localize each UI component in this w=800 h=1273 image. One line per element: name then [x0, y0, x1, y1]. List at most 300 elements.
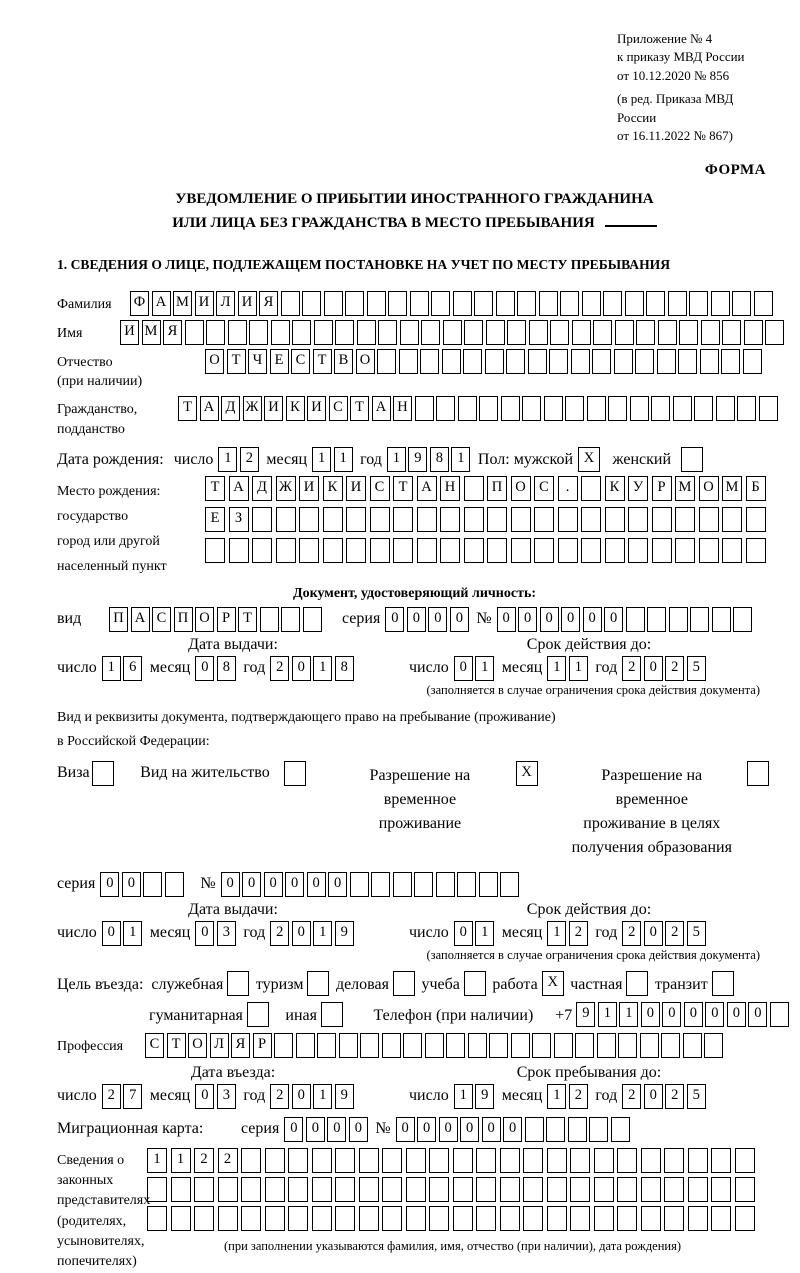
birth-place-cell[interactable]: И [346, 476, 366, 501]
birth-place-cell[interactable] [323, 507, 343, 532]
representatives-cell[interactable] [547, 1177, 567, 1202]
residence-number-cell[interactable] [457, 872, 476, 897]
stay-year-cell[interactable]: 0 [644, 1084, 663, 1109]
residence-valid-month-cell[interactable]: 2 [569, 921, 588, 946]
birth-place-cell[interactable]: Р [652, 476, 672, 501]
residence-valid-year-cell[interactable]: 2 [665, 921, 684, 946]
residence-valid-year-cell[interactable]: 2 [622, 921, 641, 946]
representatives-cell[interactable] [312, 1148, 332, 1173]
birth-place-cell[interactable] [299, 538, 319, 563]
representatives-cell[interactable] [171, 1177, 191, 1202]
surname-cell[interactable] [539, 291, 558, 316]
migration-number-cell[interactable] [589, 1117, 608, 1142]
residence-issue-year-cell[interactable]: 0 [292, 921, 311, 946]
birth-place-cell[interactable] [252, 507, 272, 532]
birth-year-cell[interactable]: 9 [408, 447, 427, 472]
purpose-business-checkbox-cell[interactable] [393, 971, 415, 996]
citizenship-cell[interactable] [522, 396, 541, 421]
birth-place-cell[interactable]: Е [205, 507, 225, 532]
patronymic-cell[interactable]: Т [227, 349, 246, 374]
surname-cell[interactable]: И [195, 291, 214, 316]
birth-place-cell[interactable] [581, 476, 601, 501]
stay-month-cell[interactable]: 2 [569, 1084, 588, 1109]
migration-number-cell[interactable] [611, 1117, 630, 1142]
surname-cell[interactable]: Л [216, 291, 235, 316]
birth-place-cell[interactable] [440, 507, 460, 532]
doc-series-cell[interactable]: 0 [450, 607, 469, 632]
surname-cell[interactable] [625, 291, 644, 316]
patronymic-cell[interactable]: О [356, 349, 375, 374]
profession-cell[interactable]: О [188, 1033, 207, 1058]
residence-number-cell[interactable] [371, 872, 390, 897]
migration-number-cell[interactable]: 0 [460, 1117, 479, 1142]
surname-cell[interactable] [453, 291, 472, 316]
visa-checkbox-cell[interactable] [92, 761, 114, 786]
doc-number-cell[interactable] [690, 607, 709, 632]
citizenship-cell[interactable] [608, 396, 627, 421]
representatives-cell[interactable] [594, 1177, 614, 1202]
patronymic-cell[interactable] [700, 349, 719, 374]
citizenship-cell[interactable]: И [307, 396, 326, 421]
birth-place-cell[interactable] [229, 538, 249, 563]
representatives-cell[interactable]: 1 [147, 1148, 167, 1173]
birth-place-cell[interactable]: М [675, 476, 695, 501]
residence-number-cell[interactable]: 0 [307, 872, 326, 897]
profession-cell[interactable] [618, 1033, 637, 1058]
given-name-cell[interactable]: Я [163, 320, 182, 345]
migration-number-cell[interactable]: 0 [503, 1117, 522, 1142]
citizenship-cell[interactable]: А [372, 396, 391, 421]
migration-number-cell[interactable]: 0 [439, 1117, 458, 1142]
representatives-cell[interactable] [711, 1148, 731, 1173]
birth-place-cell[interactable]: С [534, 476, 554, 501]
given-name-cell[interactable] [292, 320, 311, 345]
profession-cell[interactable] [339, 1033, 358, 1058]
doc-number-cell[interactable] [733, 607, 752, 632]
surname-cell[interactable] [367, 291, 386, 316]
profession-cell[interactable]: Я [231, 1033, 250, 1058]
birth-place-cell[interactable] [675, 507, 695, 532]
residence-number-cell[interactable] [500, 872, 519, 897]
phone-cell[interactable]: 0 [641, 1002, 660, 1027]
profession-cell[interactable]: Р [253, 1033, 272, 1058]
representatives-cell[interactable] [641, 1177, 661, 1202]
given-name-cell[interactable] [378, 320, 397, 345]
representatives-cell[interactable] [594, 1206, 614, 1231]
residence-valid-month-cell[interactable]: 1 [547, 921, 566, 946]
surname-cell[interactable] [345, 291, 364, 316]
representatives-cell[interactable] [265, 1206, 285, 1231]
profession-cell[interactable] [683, 1033, 702, 1058]
patronymic-cell[interactable] [743, 349, 762, 374]
representatives-cell[interactable] [288, 1177, 308, 1202]
migration-number-cell[interactable] [568, 1117, 587, 1142]
patronymic-cell[interactable] [463, 349, 482, 374]
patronymic-cell[interactable] [528, 349, 547, 374]
birth-place-cell[interactable] [323, 538, 343, 563]
stay-year-cell[interactable]: 2 [665, 1084, 684, 1109]
representatives-cell[interactable] [288, 1206, 308, 1231]
purpose-other-checkbox-cell[interactable] [321, 1002, 343, 1027]
citizenship-cell[interactable]: Т [178, 396, 197, 421]
profession-cell[interactable] [468, 1033, 487, 1058]
migration-series-cell[interactable]: 0 [306, 1117, 325, 1142]
representatives-cell[interactable] [406, 1148, 426, 1173]
profession-cell[interactable]: Л [210, 1033, 229, 1058]
residence-valid-day-cell[interactable]: 0 [454, 921, 473, 946]
doc-kind-cell[interactable]: Р [217, 607, 236, 632]
doc-kind-cell[interactable] [260, 607, 279, 632]
representatives-cell[interactable]: 1 [171, 1148, 191, 1173]
identity-issue-year-cell[interactable]: 2 [270, 656, 289, 681]
citizenship-cell[interactable] [737, 396, 756, 421]
given-name-cell[interactable] [593, 320, 612, 345]
representatives-cell[interactable] [429, 1148, 449, 1173]
purpose-official-checkbox-cell[interactable] [227, 971, 249, 996]
birth-place-cell[interactable]: А [417, 476, 437, 501]
identity-valid-month-cell[interactable]: 1 [547, 656, 566, 681]
representatives-cell[interactable] [312, 1206, 332, 1231]
birth-place-cell[interactable]: К [605, 476, 625, 501]
migration-number-cell[interactable] [546, 1117, 565, 1142]
citizenship-cell[interactable] [716, 396, 735, 421]
residence-series-cell[interactable]: 0 [100, 872, 119, 897]
representatives-cell[interactable] [735, 1206, 755, 1231]
citizenship-cell[interactable] [587, 396, 606, 421]
temp-residence-permit-checkbox-cell[interactable]: X [516, 761, 538, 786]
representatives-cell[interactable] [406, 1206, 426, 1231]
representatives-cell[interactable] [570, 1148, 590, 1173]
representatives-cell[interactable] [617, 1206, 637, 1231]
doc-number-cell[interactable]: 0 [497, 607, 516, 632]
birth-place-cell[interactable] [699, 538, 719, 563]
birth-place-cell[interactable] [417, 507, 437, 532]
residence-series-cell[interactable] [143, 872, 162, 897]
profession-cell[interactable]: С [145, 1033, 164, 1058]
residence-number-cell[interactable] [414, 872, 433, 897]
birth-place-cell[interactable]: О [699, 476, 719, 501]
phone-cell[interactable]: 0 [662, 1002, 681, 1027]
birth-place-cell[interactable] [722, 538, 742, 563]
given-name-cell[interactable] [572, 320, 591, 345]
representatives-cell[interactable] [641, 1148, 661, 1173]
education-permit-checkbox-cell[interactable] [747, 761, 769, 786]
representatives-cell[interactable] [265, 1177, 285, 1202]
residence-issue-year-cell[interactable]: 2 [270, 921, 289, 946]
representatives-cell[interactable] [688, 1206, 708, 1231]
purpose-tourism-checkbox-cell[interactable] [307, 971, 329, 996]
birth-place-cell[interactable] [205, 538, 225, 563]
representatives-cell[interactable] [617, 1177, 637, 1202]
birth-place-cell[interactable] [464, 507, 484, 532]
patronymic-cell[interactable] [657, 349, 676, 374]
representatives-cell[interactable] [218, 1177, 238, 1202]
birth-place-cell[interactable] [464, 538, 484, 563]
representatives-cell[interactable] [218, 1206, 238, 1231]
representatives-cell[interactable] [735, 1148, 755, 1173]
birth-place-cell[interactable]: А [229, 476, 249, 501]
representatives-cell[interactable] [476, 1206, 496, 1231]
representatives-cell[interactable] [453, 1177, 473, 1202]
identity-valid-year-cell[interactable]: 2 [622, 656, 641, 681]
birth-place-cell[interactable] [299, 507, 319, 532]
patronymic-cell[interactable] [549, 349, 568, 374]
surname-cell[interactable]: А [152, 291, 171, 316]
given-name-cell[interactable] [550, 320, 569, 345]
phone-cell[interactable]: 0 [684, 1002, 703, 1027]
doc-number-cell[interactable] [626, 607, 645, 632]
representatives-cell[interactable] [711, 1177, 731, 1202]
given-name-cell[interactable] [228, 320, 247, 345]
given-name-cell[interactable]: И [120, 320, 139, 345]
citizenship-cell[interactable] [479, 396, 498, 421]
given-name-cell[interactable] [615, 320, 634, 345]
identity-valid-month-cell[interactable]: 1 [569, 656, 588, 681]
given-name-cell[interactable] [271, 320, 290, 345]
residence-number-cell[interactable] [479, 872, 498, 897]
identity-issue-day-cell[interactable]: 1 [102, 656, 121, 681]
doc-kind-cell[interactable]: П [174, 607, 193, 632]
stay-day-cell[interactable]: 1 [454, 1084, 473, 1109]
birth-day-cell[interactable]: 2 [240, 447, 259, 472]
given-name-cell[interactable] [507, 320, 526, 345]
phone-cell[interactable]: 0 [727, 1002, 746, 1027]
surname-cell[interactable] [324, 291, 343, 316]
representatives-cell[interactable] [547, 1206, 567, 1231]
doc-series-cell[interactable]: 0 [407, 607, 426, 632]
stay-year-cell[interactable]: 5 [687, 1084, 706, 1109]
birth-place-cell[interactable] [393, 507, 413, 532]
representatives-cell[interactable] [429, 1177, 449, 1202]
representatives-cell[interactable] [171, 1206, 191, 1231]
residence-number-cell[interactable]: 0 [221, 872, 240, 897]
entry-day-cell[interactable]: 7 [123, 1084, 142, 1109]
surname-cell[interactable] [646, 291, 665, 316]
birth-place-cell[interactable] [370, 538, 390, 563]
entry-month-cell[interactable]: 3 [217, 1084, 236, 1109]
given-name-cell[interactable] [400, 320, 419, 345]
patronymic-cell[interactable] [399, 349, 418, 374]
profession-cell[interactable] [489, 1033, 508, 1058]
birth-place-cell[interactable] [487, 507, 507, 532]
birth-place-cell[interactable] [487, 538, 507, 563]
given-name-cell[interactable] [765, 320, 784, 345]
citizenship-cell[interactable] [673, 396, 692, 421]
identity-valid-day-cell[interactable]: 1 [475, 656, 494, 681]
citizenship-cell[interactable] [651, 396, 670, 421]
representatives-cell[interactable] [570, 1206, 590, 1231]
representatives-cell[interactable] [359, 1177, 379, 1202]
representatives-cell[interactable] [547, 1148, 567, 1173]
surname-cell[interactable] [431, 291, 450, 316]
doc-kind-cell[interactable]: А [131, 607, 150, 632]
representatives-cell[interactable] [335, 1148, 355, 1173]
profession-cell[interactable] [661, 1033, 680, 1058]
residence-valid-day-cell[interactable]: 1 [475, 921, 494, 946]
representatives-cell[interactable] [359, 1148, 379, 1173]
identity-issue-month-cell[interactable]: 8 [217, 656, 236, 681]
surname-cell[interactable] [603, 291, 622, 316]
migration-number-cell[interactable]: 0 [482, 1117, 501, 1142]
stay-year-cell[interactable]: 2 [622, 1084, 641, 1109]
citizenship-cell[interactable]: Ж [243, 396, 262, 421]
representatives-cell[interactable] [617, 1148, 637, 1173]
representatives-cell[interactable] [476, 1148, 496, 1173]
birth-place-cell[interactable] [746, 538, 766, 563]
identity-valid-day-cell[interactable]: 0 [454, 656, 473, 681]
birth-place-cell[interactable]: Н [440, 476, 460, 501]
profession-cell[interactable] [532, 1033, 551, 1058]
given-name-cell[interactable] [658, 320, 677, 345]
residence-issue-year-cell[interactable]: 1 [313, 921, 332, 946]
residence-issue-day-cell[interactable]: 1 [123, 921, 142, 946]
birth-place-cell[interactable]: И [299, 476, 319, 501]
given-name-cell[interactable] [314, 320, 333, 345]
citizenship-cell[interactable] [501, 396, 520, 421]
representatives-cell[interactable] [664, 1206, 684, 1231]
entry-year-cell[interactable]: 0 [292, 1084, 311, 1109]
birth-place-cell[interactable] [628, 507, 648, 532]
birth-place-cell[interactable]: У [628, 476, 648, 501]
profession-cell[interactable] [446, 1033, 465, 1058]
surname-cell[interactable] [496, 291, 515, 316]
given-name-cell[interactable] [357, 320, 376, 345]
sex-male-checkbox-cell[interactable]: X [578, 447, 600, 472]
citizenship-cell[interactable] [694, 396, 713, 421]
citizenship-cell[interactable]: С [329, 396, 348, 421]
birth-place-cell[interactable] [652, 507, 672, 532]
migration-number-cell[interactable] [525, 1117, 544, 1142]
given-name-cell[interactable]: М [142, 320, 161, 345]
citizenship-cell[interactable]: Д [221, 396, 240, 421]
representatives-cell[interactable] [288, 1148, 308, 1173]
representatives-cell[interactable] [241, 1177, 261, 1202]
surname-cell[interactable] [302, 291, 321, 316]
doc-kind-cell[interactable]: О [195, 607, 214, 632]
given-name-cell[interactable] [443, 320, 462, 345]
citizenship-cell[interactable]: А [200, 396, 219, 421]
patronymic-cell[interactable] [635, 349, 654, 374]
residence-issue-month-cell[interactable]: 3 [217, 921, 236, 946]
citizenship-cell[interactable]: К [286, 396, 305, 421]
birth-place-cell[interactable] [346, 538, 366, 563]
representatives-cell[interactable] [664, 1177, 684, 1202]
birth-place-cell[interactable]: Т [205, 476, 225, 501]
doc-kind-cell[interactable]: С [152, 607, 171, 632]
surname-cell[interactable] [474, 291, 493, 316]
patronymic-cell[interactable] [506, 349, 525, 374]
birth-place-cell[interactable] [558, 538, 578, 563]
given-name-cell[interactable] [206, 320, 225, 345]
residence-series-cell[interactable]: 0 [122, 872, 141, 897]
stay-month-cell[interactable]: 1 [547, 1084, 566, 1109]
patronymic-cell[interactable] [721, 349, 740, 374]
purpose-private-checkbox-cell[interactable] [626, 971, 648, 996]
patronymic-cell[interactable] [485, 349, 504, 374]
doc-number-cell[interactable]: 0 [561, 607, 580, 632]
residence-number-cell[interactable] [350, 872, 369, 897]
representatives-cell[interactable]: 2 [194, 1148, 214, 1173]
residence-number-cell[interactable] [393, 872, 412, 897]
surname-cell[interactable] [689, 291, 708, 316]
profession-cell[interactable] [554, 1033, 573, 1058]
representatives-cell[interactable] [664, 1148, 684, 1173]
identity-issue-year-cell[interactable]: 1 [313, 656, 332, 681]
phone-cell[interactable] [770, 1002, 789, 1027]
birth-month-cell[interactable]: 1 [312, 447, 331, 472]
birth-place-cell[interactable] [511, 538, 531, 563]
identity-valid-year-cell[interactable]: 0 [644, 656, 663, 681]
migration-number-cell[interactable]: 0 [396, 1117, 415, 1142]
patronymic-cell[interactable] [420, 349, 439, 374]
representatives-cell[interactable] [688, 1148, 708, 1173]
profession-cell[interactable] [597, 1033, 616, 1058]
birth-place-cell[interactable]: П [487, 476, 507, 501]
birth-place-cell[interactable] [370, 507, 390, 532]
birth-place-cell[interactable] [605, 507, 625, 532]
representatives-cell[interactable] [265, 1148, 285, 1173]
representatives-cell[interactable] [523, 1206, 543, 1231]
migration-series-cell[interactable]: 0 [284, 1117, 303, 1142]
given-name-cell[interactable] [679, 320, 698, 345]
identity-issue-year-cell[interactable]: 0 [292, 656, 311, 681]
patronymic-cell[interactable] [614, 349, 633, 374]
given-name-cell[interactable] [636, 320, 655, 345]
surname-cell[interactable] [517, 291, 536, 316]
birth-place-cell[interactable] [534, 538, 554, 563]
surname-cell[interactable] [582, 291, 601, 316]
profession-cell[interactable] [704, 1033, 723, 1058]
residence-valid-year-cell[interactable]: 5 [687, 921, 706, 946]
doc-kind-cell[interactable]: Т [238, 607, 257, 632]
given-name-cell[interactable] [701, 320, 720, 345]
phone-cell[interactable]: 1 [619, 1002, 638, 1027]
migration-series-cell[interactable]: 0 [327, 1117, 346, 1142]
representatives-cell[interactable] [382, 1177, 402, 1202]
doc-number-cell[interactable]: 0 [540, 607, 559, 632]
birth-place-cell[interactable] [511, 507, 531, 532]
identity-valid-year-cell[interactable]: 5 [687, 656, 706, 681]
stay-day-cell[interactable]: 9 [475, 1084, 494, 1109]
patronymic-cell[interactable]: Ч [248, 349, 267, 374]
citizenship-cell[interactable] [759, 396, 778, 421]
residence-permit-checkbox-cell[interactable] [284, 761, 306, 786]
doc-series-cell[interactable]: 0 [428, 607, 447, 632]
doc-kind-cell[interactable]: П [109, 607, 128, 632]
identity-issue-day-cell[interactable]: 6 [123, 656, 142, 681]
doc-number-cell[interactable] [669, 607, 688, 632]
birth-place-cell[interactable] [440, 538, 460, 563]
profession-cell[interactable] [403, 1033, 422, 1058]
patronymic-cell[interactable]: С [291, 349, 310, 374]
representatives-cell[interactable] [570, 1177, 590, 1202]
representatives-cell[interactable] [335, 1206, 355, 1231]
representatives-cell[interactable] [500, 1177, 520, 1202]
birth-place-cell[interactable]: К [323, 476, 343, 501]
representatives-cell[interactable] [194, 1177, 214, 1202]
purpose-transit-checkbox-cell[interactable] [712, 971, 734, 996]
representatives-cell[interactable] [688, 1177, 708, 1202]
patronymic-cell[interactable] [377, 349, 396, 374]
residence-number-cell[interactable]: 0 [285, 872, 304, 897]
representatives-cell[interactable] [147, 1177, 167, 1202]
citizenship-cell[interactable]: Н [393, 396, 412, 421]
representatives-cell[interactable] [711, 1206, 731, 1231]
doc-number-cell[interactable] [647, 607, 666, 632]
profession-cell[interactable] [382, 1033, 401, 1058]
surname-cell[interactable] [711, 291, 730, 316]
entry-day-cell[interactable]: 2 [102, 1084, 121, 1109]
